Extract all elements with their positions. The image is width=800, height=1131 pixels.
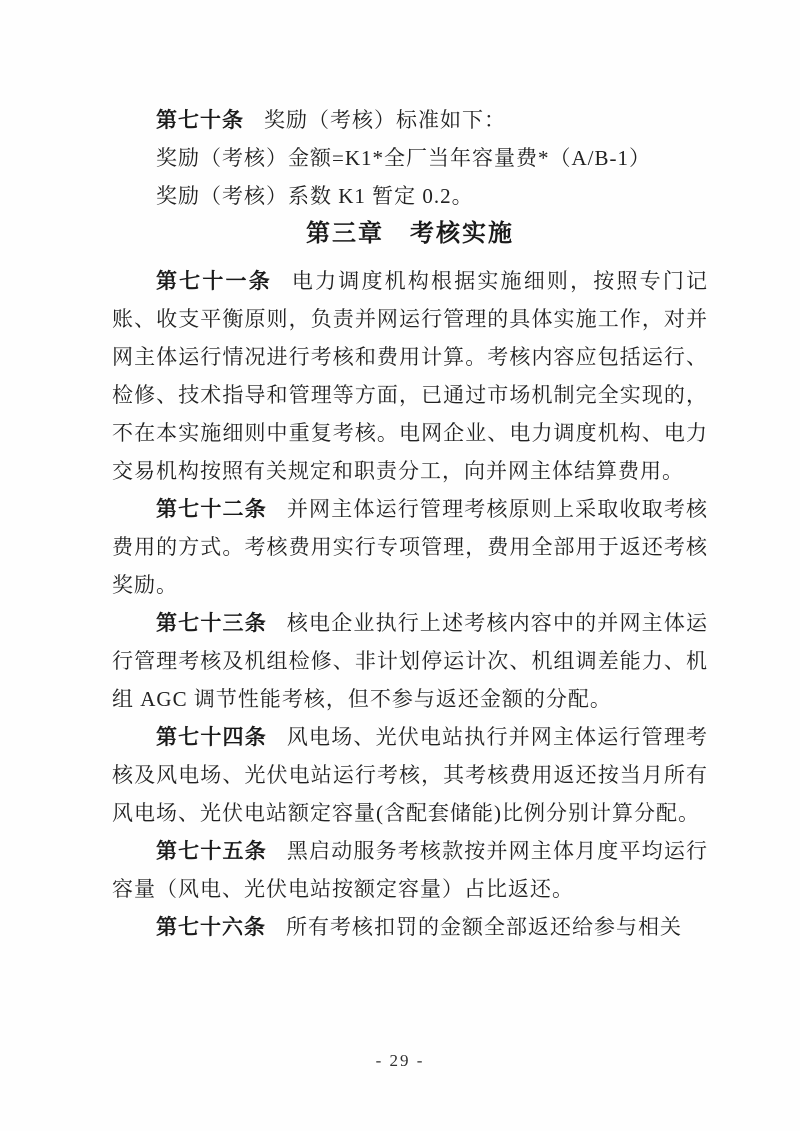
page-number: - 29 - xyxy=(375,1051,425,1070)
article-75-number: 第七十五条 xyxy=(156,839,267,863)
reward-formula-line: 奖励（考核）金额=K1*全厂当年容量费*（A/B-1） xyxy=(156,146,652,170)
article-73-number: 第七十三条 xyxy=(156,611,267,635)
chapter-title: 考核实施 xyxy=(410,220,514,247)
article-74-number: 第七十四条 xyxy=(156,725,267,749)
reward-coefficient-line: 奖励（考核）系数 K1 暂定 0.2。 xyxy=(156,184,474,208)
article-75-text: 黑启动服务考核款按并网主体月度平均运行容量（风电、光伏电站按额定容量）占比返还。 xyxy=(112,839,709,901)
article-70-line xyxy=(112,101,708,139)
article-72-number: 第七十二条 xyxy=(156,497,267,521)
article-70-text: 奖励（考核）标准如下： xyxy=(264,108,506,132)
article-70-number: 第七十条 xyxy=(156,108,244,132)
chapter-heading xyxy=(112,219,708,249)
article-71-text: 电力调度机构根据实施细则，按照专门记账、收支平衡原则，负责并网运行管理的具体实施工作，对并网主体运行情况进行考核和费用计算。考核内容应包括运行、检修、技术指导和管理等方面，已通过市场机制完全实现的，不在本实施细则中重复考核。电网企业、电力调度机构、电力交易机构按照有关规定和职责分工，向并网主体结算费用。 xyxy=(112,269,709,483)
article-72-paragraph xyxy=(112,490,708,604)
article-74-text: 风电场、光伏电站执行并网主体运行管理考核及风电场、光伏电站运行考核，其考核费用返还按当月所有风电场、光伏电站额定容量(含配套储能)比例分别计算分配。 xyxy=(112,725,709,825)
article-73-paragraph xyxy=(112,604,708,718)
article-71-paragraph xyxy=(112,262,708,490)
article-76-text: 所有考核扣罚的金额全部返还给参与相关 xyxy=(286,915,682,939)
document-body xyxy=(112,101,708,946)
article-75-paragraph xyxy=(112,832,708,908)
article-73-text: 核电企业执行上述考核内容中的并网主体运行管理考核及机组检修、非计划停运计次、机组调差能力、机组 AGC 调节性能考核，但不参与返还金额的分配。 xyxy=(112,611,709,711)
page-footer xyxy=(0,1049,800,1073)
chapter-number: 第三章 xyxy=(306,220,384,247)
article-72-text: 并网主体运行管理考核原则上采取收取考核费用的方式。考核费用实行专项管理，费用全部用于返还考核奖励。 xyxy=(112,497,709,597)
article-74-paragraph xyxy=(112,718,708,832)
article-76-number: 第七十六条 xyxy=(156,915,266,939)
article-76-paragraph xyxy=(112,908,708,946)
article-71-number: 第七十一条 xyxy=(156,269,272,293)
